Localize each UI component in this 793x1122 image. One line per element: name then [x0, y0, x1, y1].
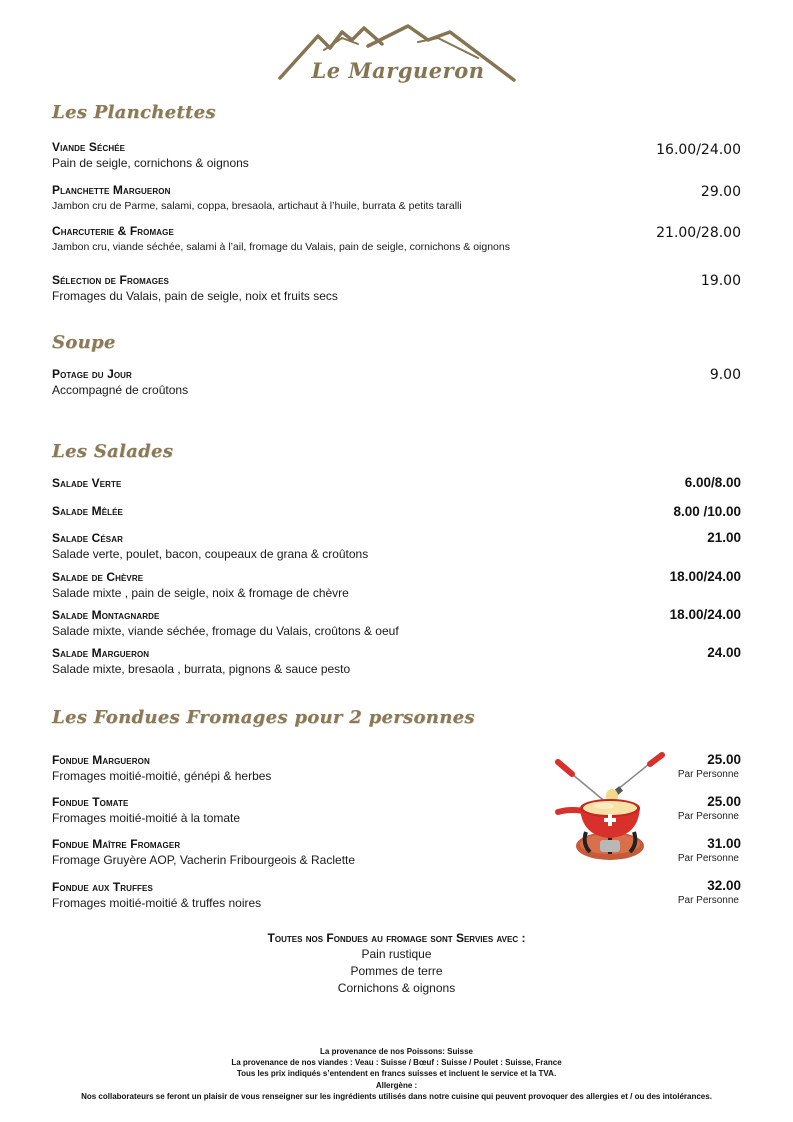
item-price: 32.00: [707, 878, 741, 893]
item-name: Salade Verte: [52, 476, 122, 490]
menu-item: [52, 608, 742, 640]
item-price: 6.00/8.00: [684, 475, 741, 490]
item-name: Fondue aux Truffes: [52, 880, 153, 894]
item-price: 9.00: [709, 367, 741, 383]
footer-meat-origin: La provenance de nos viandes : Veau : Suisse / Bœuf : Suisse / Poulet : Suisse, France: [231, 1058, 562, 1068]
accompaniment-item: Cornichons & oignons: [337, 981, 456, 995]
item-description: Jambon cru, viande séchée, salami à l’ail, fromage du Valais, pain de seigle, cornichons & oignons: [52, 241, 510, 253]
menu-item: [52, 646, 742, 678]
price-unit: Par Personne: [677, 811, 739, 822]
section-title-soupe: Soupe: [52, 332, 116, 353]
item-description: Salade mixte , pain de seigle, noix & fromage de chèvre: [52, 586, 349, 600]
footer-notes: [0, 1046, 793, 1102]
fondue-accompaniments: [0, 931, 793, 997]
item-name: Salade Margueron: [52, 646, 150, 660]
item-price: 18.00/24.00: [669, 607, 741, 622]
item-price: 21.00: [707, 530, 741, 545]
item-description: Salade mixte, bresaola , burrata, pignons & sauce pesto: [52, 662, 351, 676]
accompaniments-title: Toutes nos Fondues au fromage sont Servies avec :: [267, 931, 526, 945]
item-price: 31.00: [707, 836, 741, 851]
item-name: Fondue Margueron: [52, 753, 150, 767]
price-unit: Par Personne: [677, 769, 739, 780]
item-description: Accompagné de croûtons: [52, 383, 189, 397]
item-name: Potage du Jour: [52, 367, 132, 381]
footer-price-note: Tous les prix indiqués s’entendent en francs suisses et incluent le service et la TVA.: [236, 1069, 557, 1079]
menu-item: [52, 224, 742, 256]
menu-item: [52, 476, 742, 491]
restaurant-name: Le Margueron: [311, 58, 485, 83]
menu-item: [52, 273, 742, 305]
section-title-salades: Les Salades: [52, 441, 174, 462]
price-unit: Par Personne: [677, 895, 739, 906]
accompaniment-item: Pommes de terre: [350, 964, 443, 978]
item-price: 29.00: [700, 184, 741, 200]
menu-item: [52, 570, 742, 602]
item-name: Fondue Tomate: [52, 795, 129, 809]
item-price: 18.00/24.00: [669, 569, 741, 584]
fondue-pot-icon: [552, 752, 668, 864]
item-description: Fromages moitié-moitié, génépi & herbes: [52, 769, 272, 783]
item-price: 16.00/24.00: [656, 142, 741, 158]
item-description: Fromages moitié-moitié & truffes noires: [52, 896, 262, 910]
item-price: 25.00: [707, 794, 741, 809]
menu-item: [52, 183, 742, 215]
item-name: Salade César: [52, 531, 123, 545]
item-price: 8.00 /10.00: [673, 504, 741, 519]
menu-item: [52, 531, 742, 563]
footer-allergen-note: Nos collaborateurs se feront un plaisir de vous renseigner sur les ingrédients utilisés dans notre cuisine qui peuvent provoquer des allergies et / ou des intolérances.: [81, 1091, 712, 1101]
item-description: Pain de seigle, cornichons & oignons: [52, 156, 249, 170]
item-name: Salade de Chèvre: [52, 570, 144, 584]
footer-fish-origin: La provenance de nos Poissons: Suisse: [320, 1047, 473, 1056]
item-price: 19.00: [700, 273, 741, 289]
item-description: Salade verte, poulet, bacon, coupeaux de grana & croûtons: [52, 547, 369, 561]
item-name: Planchette Margueron: [52, 183, 171, 197]
restaurant-logo: [278, 18, 516, 86]
item-description: Fromage Gruyère AOP, Vacherin Fribourgeois & Raclette: [52, 853, 356, 867]
item-name: Salade Mêlée: [52, 504, 123, 518]
item-description: Salade mixte, viande séchée, fromage du Valais, croûtons & oeuf: [52, 624, 399, 638]
menu-item: [52, 367, 742, 399]
item-price: 24.00: [707, 645, 741, 660]
item-description: Fromages du Valais, pain de seigle, noix et fruits secs: [52, 289, 338, 303]
item-description: Jambon cru de Parme, salami, coppa, bresaola, artichaut à l’huile, burrata & petits taralli: [52, 200, 462, 212]
item-name: Fondue Maître Fromager: [52, 837, 181, 851]
item-name: Charcuterie & Fromage: [52, 224, 174, 238]
item-name: Sélection de Fromages: [52, 273, 169, 287]
item-price: 25.00: [707, 752, 741, 767]
menu-item: [52, 504, 742, 519]
footer-allergen-title: Allergène :: [375, 1080, 418, 1090]
menu-item: [52, 880, 742, 912]
section-title-fondues: Les Fondues Fromages pour 2 personnes: [52, 707, 475, 728]
accompaniment-item: Pain rustique: [361, 947, 432, 961]
section-title-planchettes: Les Planchettes: [52, 102, 216, 123]
item-price: 21.00/28.00: [656, 225, 741, 241]
item-name: Viande Séchée: [52, 140, 126, 154]
item-name: Salade Montagnarde: [52, 608, 160, 622]
item-description: Fromages moitié-moitié à la tomate: [52, 811, 241, 825]
menu-item: [52, 140, 742, 172]
price-unit: Par Personne: [677, 853, 739, 864]
